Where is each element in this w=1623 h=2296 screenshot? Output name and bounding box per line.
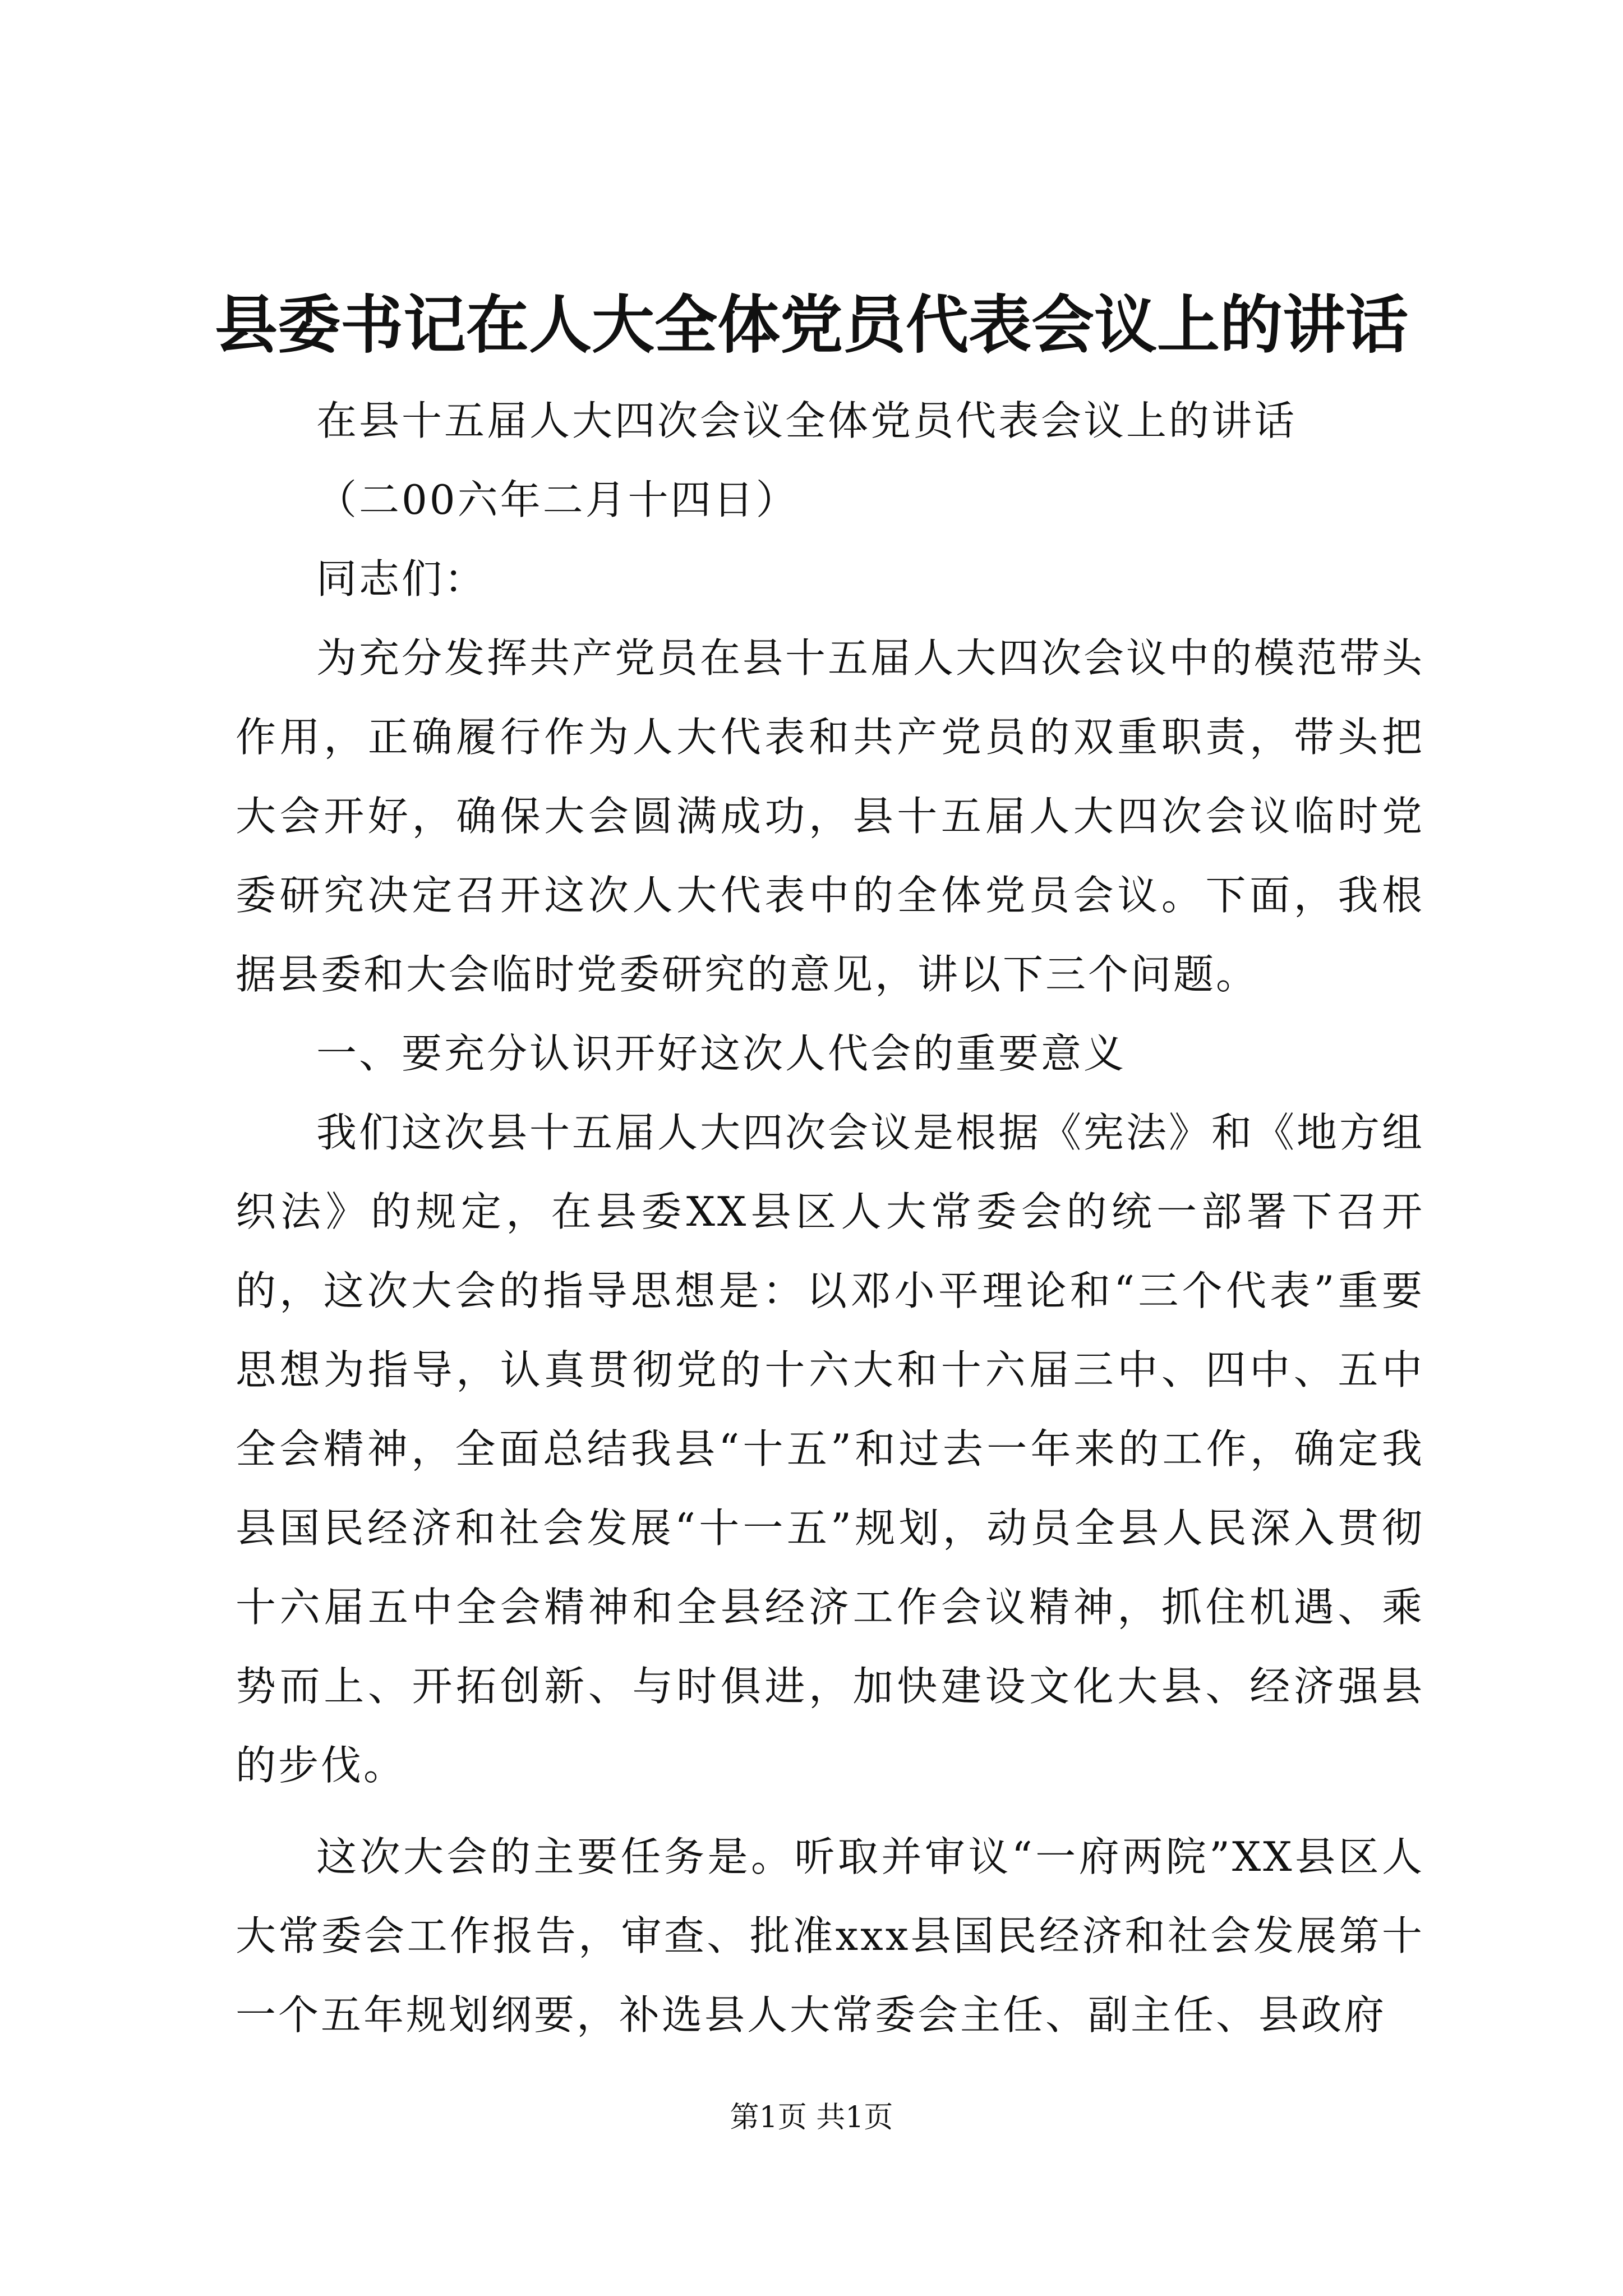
speech-date: （二00六年二月十四日） <box>316 476 799 523</box>
paragraph-guiding-ideology: 我们这次县十五届人大四次会议是根据《宪法》和《地方组织法》的规定，在县委XX县区人大常委会的统一部署下召开的，这次大会的指导思想是：以邓小平理论和“三个代表”重要思想为指导，认真贯彻党的十六大和十六届三中、四中、五中全会精神，全面总结我县“十五”和过去一年来的工作，确定我县国民经济和社会发展“十一五”规划，动员全县人民深入贯彻十六届五中全会精神和全县经济工作会议精神，抓住机遇、乘势而上、开拓创新、与时俱进，加快建设文化大县、经济强县的步伐。 <box>236 1109 1425 1789</box>
paragraph-intro: 为充分发挥共产党员在县十五届人大四次会议中的模范带头作用，正确履行作为人大代表和共产党员的双重职责，带头把大会开好，确保大会圆满成功，县十五届人大四次会议临时党委研究决定召开这次人大代表中的全体党员会议。下面，我根据县委和大会临时党委研究的意见，讲以下三个问题。 <box>236 634 1425 998</box>
document-body <box>236 381 1424 2055</box>
page-number-footer: 第1页 共1页 <box>730 2101 893 2134</box>
paragraph-main-tasks: 这次大会的主要任务是。听取并审议“一府两院”XX县区人大常委会工作报告，审查、批准xxx县国民经济和社会发展第十一个五年规划纲要，补选县人大常委会主任、副主任、县政府 <box>236 1833 1424 2039</box>
document-title: 县委书记在人大全体党员代表会议上的讲话 <box>215 288 1408 362</box>
document-subtitle: 在县十五届人大四次会议全体党员代表会议上的讲话 <box>316 397 1297 444</box>
section-heading-1: 一、要充分认识开好这次人代会的重要意义 <box>316 1030 1127 1077</box>
salutation: 同志们： <box>316 555 487 602</box>
